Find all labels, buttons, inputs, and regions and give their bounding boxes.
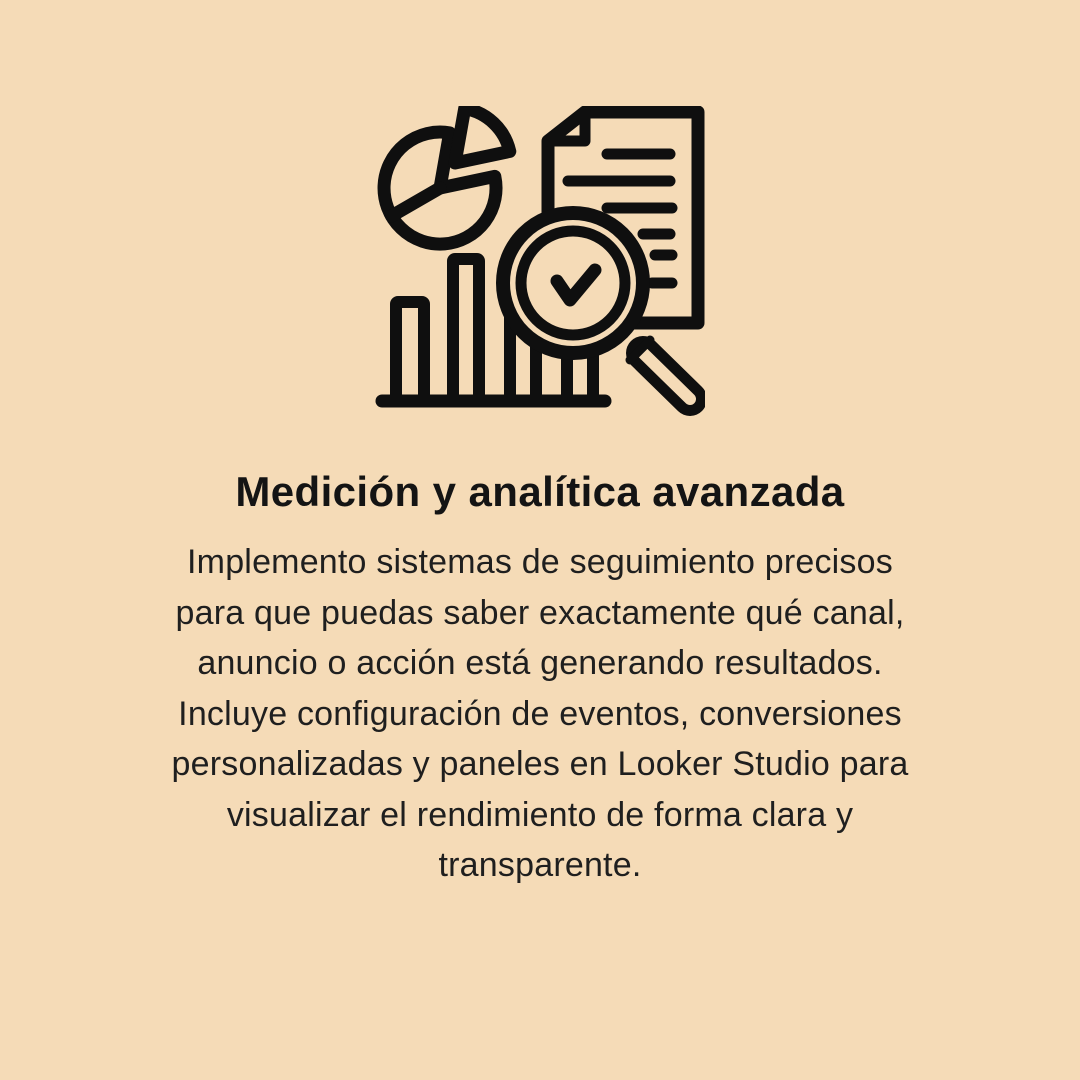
body-line-7: transparente.	[438, 846, 642, 884]
body-line-3: anuncio o acción está generando resultados.	[197, 644, 883, 682]
page-title: Medición y analítica avanzada	[235, 468, 845, 516]
body-line-5: personalizadas y paneles en Looker Studio para	[171, 745, 909, 783]
body-line-4: Incluye configuración de eventos, conversiones	[178, 694, 902, 733]
body-line-1: Implemento sistemas de seguimiento precisos	[187, 543, 893, 581]
body-line-2: para que puedas saber exactamente qué canal,	[175, 593, 905, 632]
analytics-illustration	[375, 106, 705, 421]
body-line-6: visualizar el rendimiento de forma clara y	[226, 795, 854, 834]
body-paragraph	[40, 537, 1040, 891]
pie-chart-icon	[384, 109, 510, 245]
